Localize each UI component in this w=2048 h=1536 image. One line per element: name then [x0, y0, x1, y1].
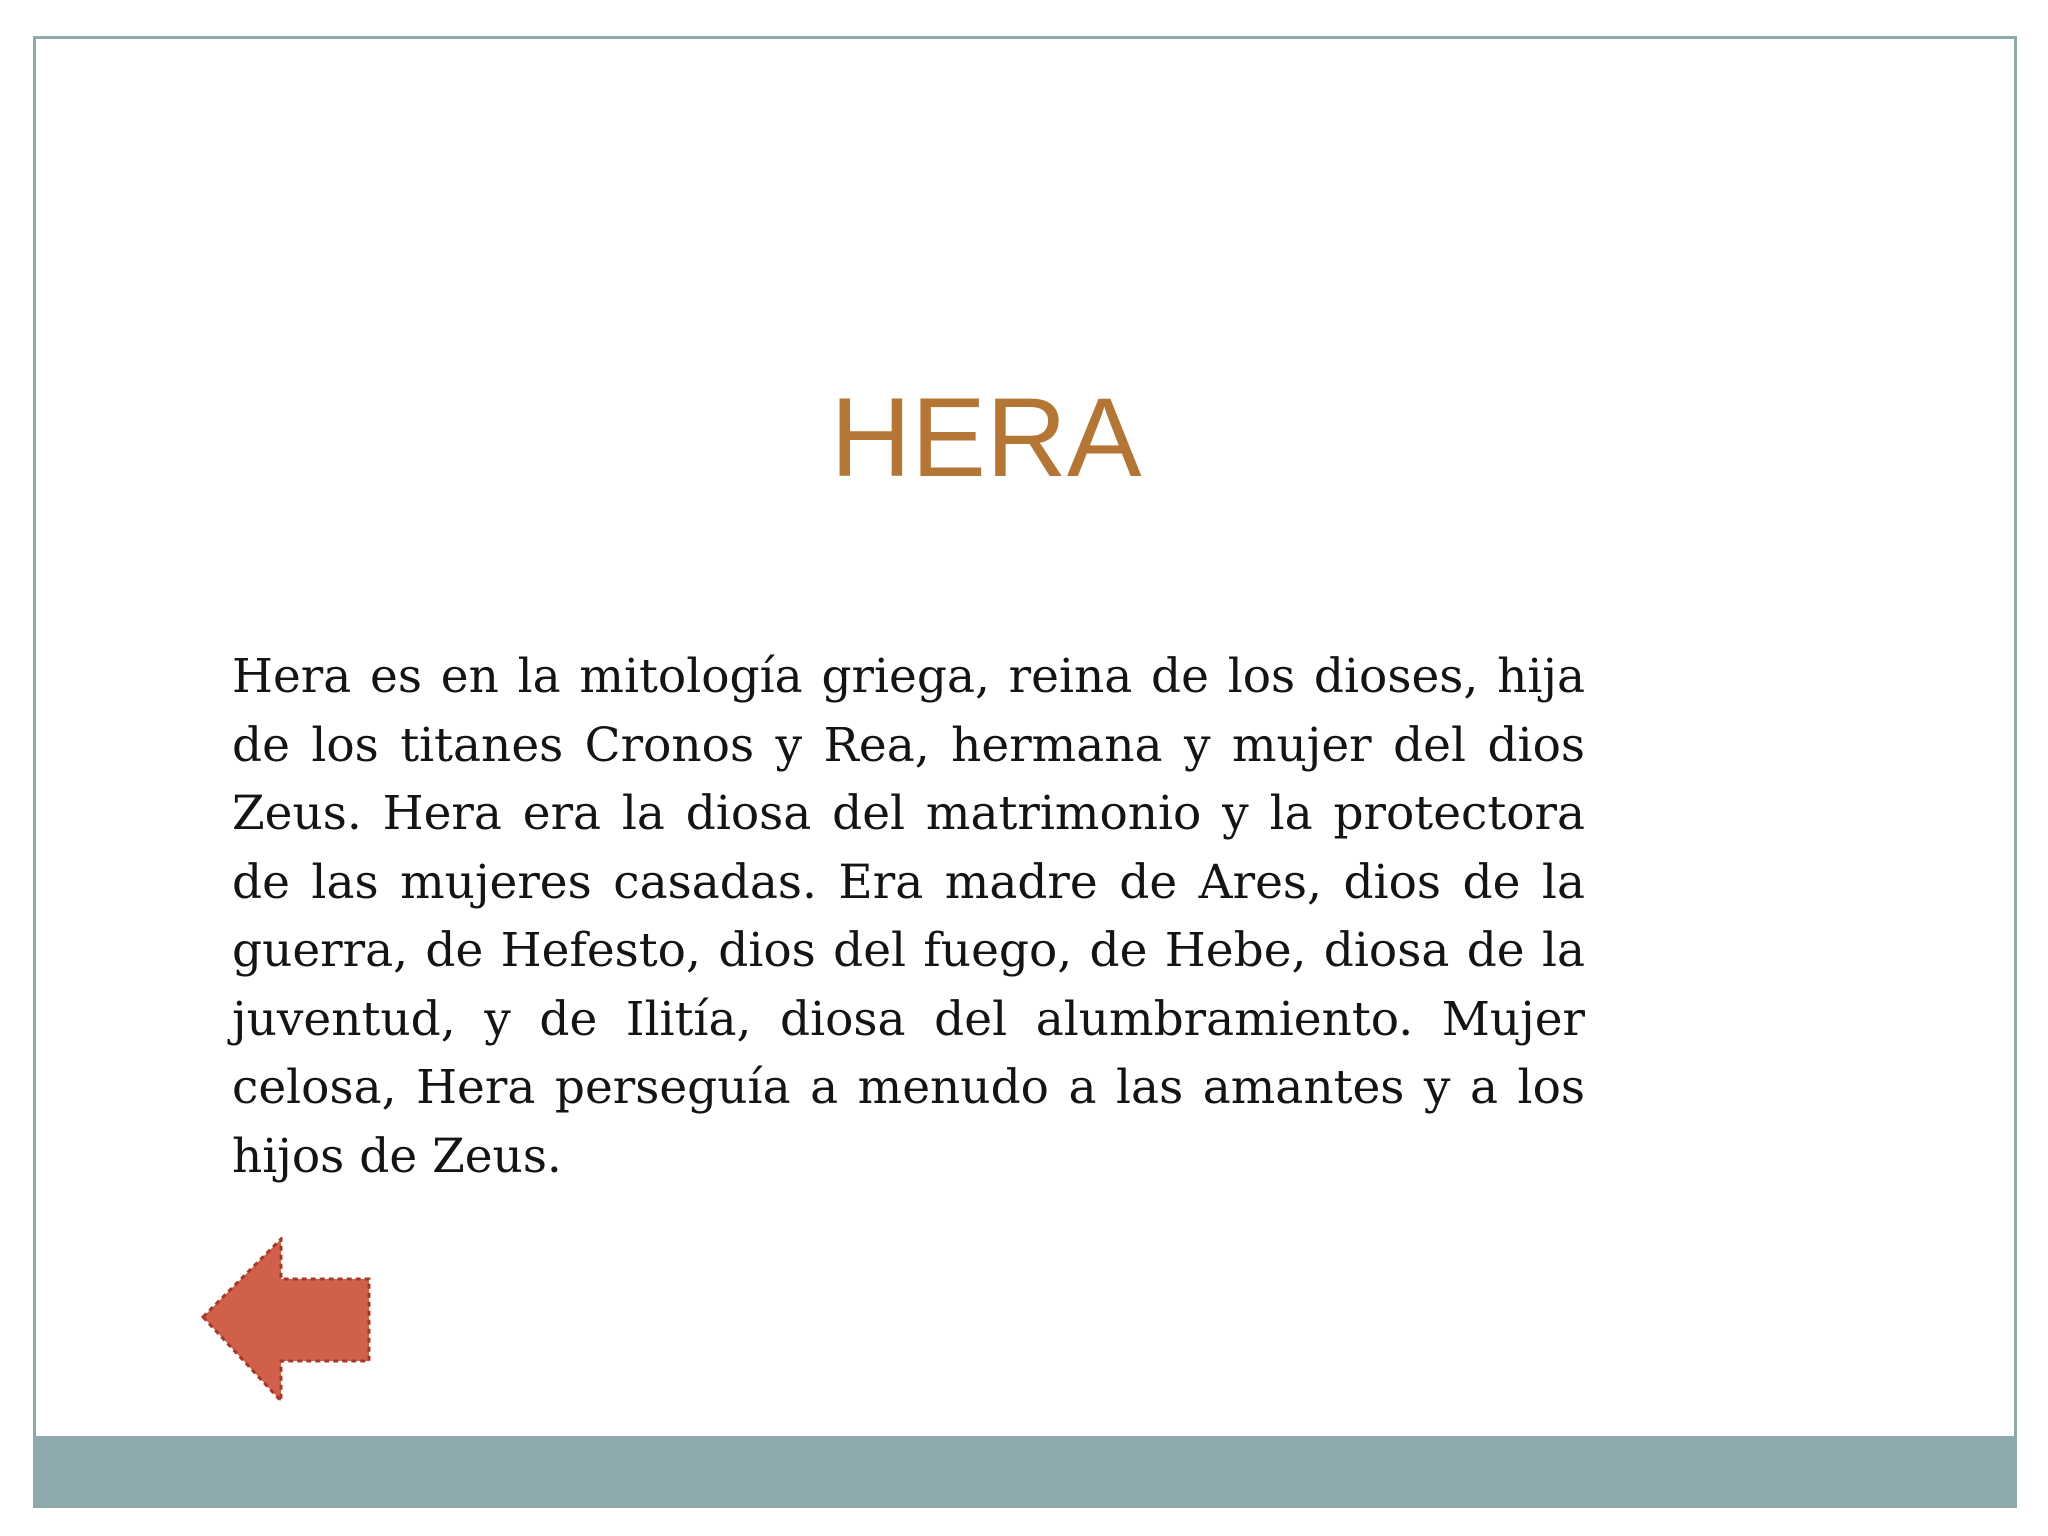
footer-band: [36, 1436, 2014, 1505]
slide-title: HERA: [830, 375, 1142, 500]
slide-frame: [33, 36, 2017, 1508]
left-arrow-icon: [201, 1237, 371, 1407]
back-button[interactable]: [201, 1237, 371, 1407]
slide-body-text: Hera es en la mitología griega, reina de los dioses, hija de los titanes Cronos y Rea, hermana y mujer del dios Zeus. Hera era la diosa del matrimonio y la protectora de las mujeres casadas. Era madre de Ares, dios de la guerra, de Hefesto, dios del fuego, de Hebe, diosa de la juventud, y de Ilitía, diosa del alumbramiento. Mujer celosa, Hera perseguía a menudo a las amantes y a los hijos de Zeus.: [232, 649, 1585, 1184]
